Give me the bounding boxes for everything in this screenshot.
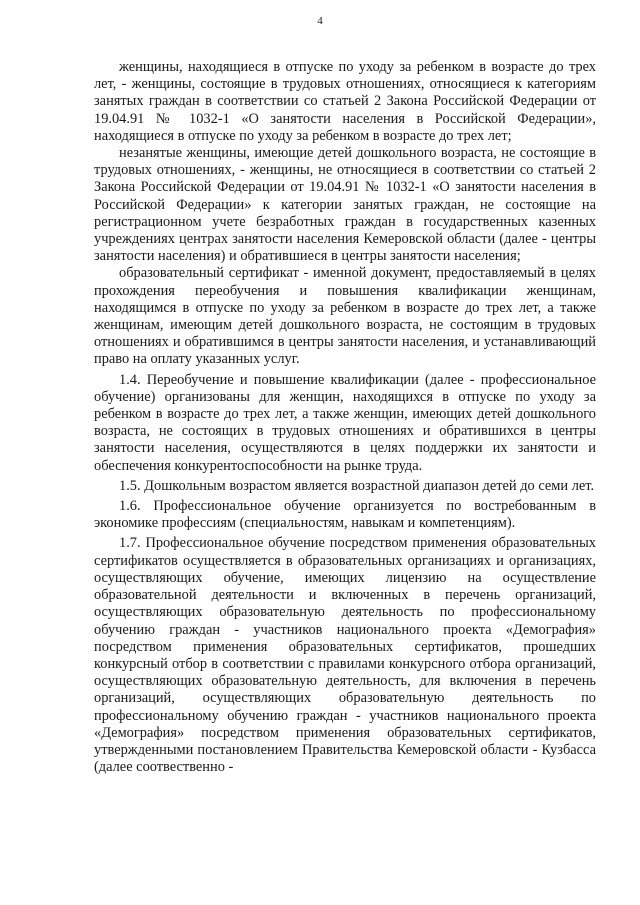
document-body xyxy=(94,59,596,776)
paragraph-1-4: 1.4. Переобучение и повышение квалификации (далее - профессиональное обучение) организованы для женщин, находящихся в отпуске по уходу за ребенком в возрасте до трех лет, а также женщин, имеющих детей дошкольного возраста, не состоящих в трудовых отношениях и обратившихся в центры занятости населения, осуществляются в целях поддержки их занятости и обеспечения конкурентоспособности на рынке труда. xyxy=(94,371,596,474)
paragraph-unemployed-women: незанятые женщины, имеющие детей дошкольного возраста, не состоящие в трудовых отношениях, - женщины, не относящиеся в соответствии со статьей 2 Закона Российской Федерации от 19.04.91 № 1032-1 «О занятости населения в Российской Федерации» к категории занятых граждан, не состоящие на регистрационном учете безработных граждан в государственных казенных учреждениях центрах занятости населения Кемеровской области (далее - центры занятости населения) и обратившиеся в центры занятости населения; xyxy=(94,145,596,265)
paragraph-1-6: 1.6. Профессиональное обучение организуется по востребованным в экономике профессиям (специальностям, навыкам и компетенциям). xyxy=(94,498,596,532)
paragraph-women-on-leave: женщины, находящиеся в отпуске по уходу за ребенком в возрасте до трех лет, - женщины, состоящие в трудовых отношениях, относящиеся к категориям занятых граждан в соответствии со статьей 2 Закона Российской Федерации от 19.04.91 № 1032-1 «О занятости населения в Российской Федерации», находящиеся в отпуске по уходу за ребенком в возрасте до трех лет; xyxy=(94,59,596,144)
paragraph-education-certificate: образовательный сертификат - именной документ, предоставляемый в целях прохождения переобучения и повышения квалификации женщинам, находящимся в отпуске по уходу за ребенком в возрасте до трех лет, а также женщинам, имеющим детей дошкольного возраста, не состоящим в трудовых отношениях и обратившимся в центры занятости населения, и устанавливающий право на оплату указанных услуг. xyxy=(94,265,596,368)
page-number: 4 xyxy=(317,15,323,27)
paragraph-1-7: 1.7. Профессиональное обучение посредством применения образовательных сертификатов осуществляется в образовательных организациях и организациях, осуществляющих обучение, имеющих лицензию на осуществление образовательной деятельности и включенных в перечень организаций, осуществляющих образовательную деятельность по профессиональному обучению граждан - участников национального проекта «Демография» посредством применения образовательных сертификатов, прошедших конкурсный отбор в соответствии с правилами конкурсного отбора организаций, осуществляющих образовательную деятельность, для включения в перечень организаций, осуществляющих образовательную деятельность по профессиональному обучению граждан - участников национального проекта «Демография» посредством применения образовательных сертификатов, утвержденными постановлением Правительства Кемеровской области - Кузбасса (далее соотвественно - xyxy=(94,535,596,776)
paragraph-1-5: 1.5. Дошкольным возрастом является возрастной диапазон детей до семи лет. xyxy=(119,477,595,494)
